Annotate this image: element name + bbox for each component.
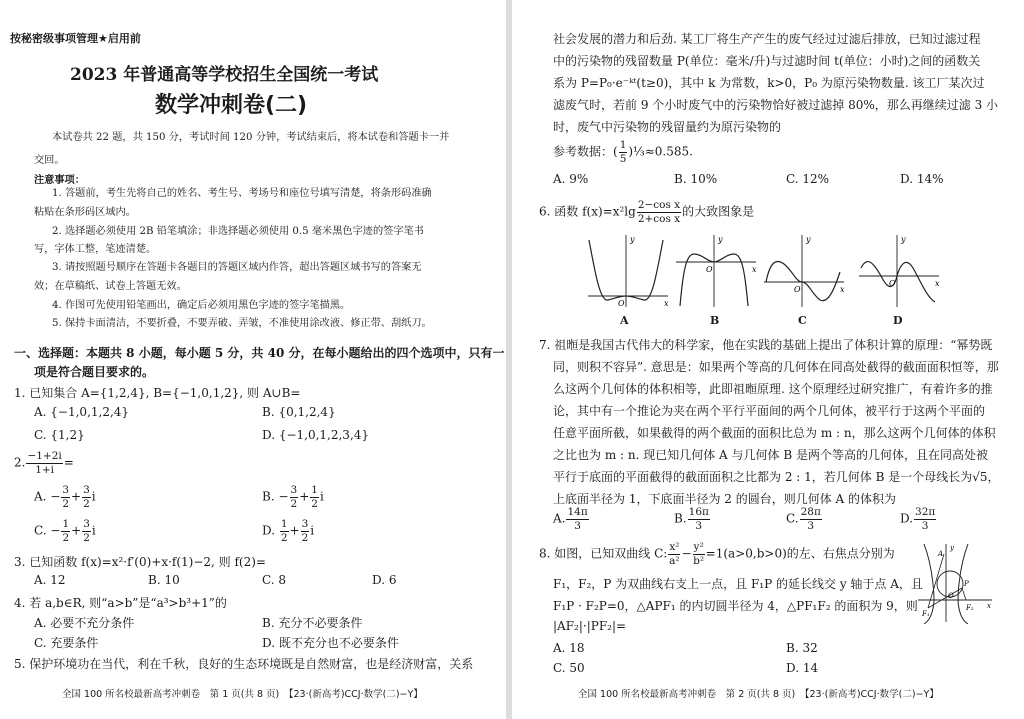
notice-line: 粘贴在条形码区域内。 <box>34 207 136 218</box>
axis-label-x: x <box>664 299 669 308</box>
q8-option-c: C. 50 <box>553 661 585 675</box>
notice-line: 2. 选择题必须使用 2B 铅笔填涂；非选择题必须使用 0.5 毫米黑色字迹的签字笔书 <box>52 226 424 237</box>
fig-label-x: x <box>987 602 991 610</box>
q4-option-c: C. 充要条件 <box>34 636 99 650</box>
axis-label-x: x <box>935 279 940 288</box>
q5-line: 时，废气中污染物的残留量约为原污染物的 <box>553 120 782 134</box>
q6-graph-a <box>586 232 671 310</box>
q6-label-b: B <box>710 314 720 327</box>
notice-line: 5. 保持卡面清洁，不要折叠，不要弄破、弄皱，不准使用涂改液、修正带、刮纸刀。 <box>52 318 432 329</box>
q7-option-b: B. $\frac{16\pi}{3}$ <box>674 506 709 532</box>
notice-line: 1. 答题前，考生先将自己的姓名、考生号、考场号和座位号填写清楚，将条形码准确 <box>52 188 432 199</box>
fig-label-f1: F₁ <box>922 610 930 618</box>
section-title-cont: 项是符合题目要求的。 <box>34 365 155 379</box>
q1-option-d: D. {−1,0,1,2,3,4} <box>262 428 370 442</box>
page-2 <box>512 0 1024 719</box>
q2-option-c: C. − $\frac{1}{2}$ + $\frac{3}{2}$ i <box>34 518 96 544</box>
q1-option-c: C. {1,2} <box>34 428 85 442</box>
q7-option-a: A. $\frac{14\pi}{3}$ <box>553 506 588 532</box>
q7-line: 之比也为 m : n. 现已知几何体 A 与几何体 B 是两个等高的几何体，且在同高处被 <box>553 448 988 462</box>
q5-line: 社会发展的潜力和后劲. 某工厂将生产产生的废气经过过滤后排放，已知过滤过程 <box>553 32 981 46</box>
q7-line: 7. 祖暅是我国古代伟大的科学家，他在实践的基础上提出了体积计算的原理：“幂势既 <box>539 338 993 352</box>
q8-line: F₁，F₂，P 为双曲线右支上一点，且 F₁P 的延长线交 y 轴于点 A，且 <box>553 577 923 591</box>
q2-option-d: D. $\frac{1}{2}$ + $\frac{3}{2}$ i <box>262 518 315 544</box>
q2-option-a: A. − $\frac{3}{2}$ + $\frac{3}{2}$ i <box>34 484 96 510</box>
fig-label-p: P <box>964 580 969 588</box>
fig-label-f2: F₂ <box>966 604 974 612</box>
q6-label-c: C <box>798 314 807 327</box>
q4-option-a: A. 必要不充分条件 <box>34 616 135 630</box>
fig-label-a: A <box>938 550 944 558</box>
axis-label-y: y <box>901 235 906 244</box>
axis-label-x: x <box>752 265 757 274</box>
notice-title: 注意事项： <box>34 174 85 186</box>
axis-label-origin: O <box>889 279 896 288</box>
intro-line-2: 交回。 <box>34 155 65 166</box>
q7-line: 上底面半径为 1，下底面半径为 2 的圆台，则几何体 A 的体积为 <box>553 492 897 506</box>
notice-line: 写，字体工整，笔迹清楚。 <box>34 244 157 255</box>
exam-title: 2023 年普通高等学校招生全国统一考试 <box>70 65 379 85</box>
q8-option-a: A. 18 <box>553 641 585 655</box>
q5-option-b: B. 10% <box>674 172 718 186</box>
q6-label-a: A <box>620 314 629 327</box>
q5-option-c: C. 12% <box>786 172 830 186</box>
q7-line: 同，则积不容异”. 意思是：如果两个等高的几何体在同高处截得的截面面积恒等，那 <box>553 360 999 374</box>
axis-label-y: y <box>630 235 635 244</box>
q6-graph-c <box>762 232 847 310</box>
q7-line: 么这两个几何体的体积相等，此即祖暅原理. 这个原理经过研究推广，有着许多的推 <box>553 382 993 396</box>
q4-stem: 4. 若 a,b∈R, 则“a>b”是“a³>b³+1”的 <box>14 596 227 610</box>
page-footer: 全国 100 所名校最新高考冲刺卷 第 2 页(共 8 页) 【23·(新高考)CCJ·数学(二)−Y】 <box>578 689 939 700</box>
q4-option-d: D. 既不充分也不必要条件 <box>262 636 399 650</box>
q5-stem-start: 5. 保护环境功在当代，利在千秋，良好的生态环境既是自然财富，也是经济财富，关系 <box>14 657 474 671</box>
q2-stem: 2. $\frac{-1+2i}{1+i}$ = <box>14 450 74 476</box>
q7-line: 平行于底面的平面截得的截面面积之比都为 2 : 1，若几何体 B 是一个母线长为√5， <box>553 470 1000 484</box>
page-footer: 全国 100 所名校最新高考冲刺卷 第 1 页(共 8 页) 【23·(新高考)CCJ·数学(二)−Y】 <box>62 689 423 700</box>
q1-option-a: A. {−1,0,1,2,4} <box>34 405 130 419</box>
q5-line: 系为 P=P₀·e⁻ᵏᵗ(t≥0)，其中 k 为常数，k>0，P₀ 为原污染物数量. 该工厂某次过 <box>553 76 985 90</box>
section-title: 一、选择题：本题共 8 小题，每小题 5 分，共 40 分，在每小题给出的四个选项中，只有一 <box>14 346 505 360</box>
q6-stem: 6. 函数 f(x)=x²lg $\frac{\text{2−cos x}}{\text{2+cos x}}$ 的大致图象是 <box>539 199 755 225</box>
notice-line: 效；在草稿纸、试卷上答题无效。 <box>34 281 187 292</box>
q7-option-d: D. $\frac{32\pi}{3}$ <box>900 506 936 532</box>
fig-label-o: O <box>948 592 954 600</box>
intro-line-1: 本试卷共 22 题，共 150 分，考试时间 120 分钟，考试结束后，将本试卷和答题卡一并 <box>52 132 450 143</box>
axis-label-y: y <box>718 235 723 244</box>
notice-line: 3. 请按照题号顺序在答题卡各题目的答题区域内作答，超出答题区域书写的答案无 <box>52 262 422 273</box>
q5-line: 滤废气时，若前 9 个小时废气中的污染物恰好被过滤掉 80%，那么再继续过滤 3 小 <box>553 98 999 112</box>
q8-option-d: D. 14 <box>786 661 819 675</box>
q3-option-a: A. 12 <box>34 573 66 587</box>
q3-option-c: C. 8 <box>262 573 287 587</box>
q5-reference-data: 参考数据：( $\frac{1}{5}$ )⅓≈0.585. <box>553 139 693 165</box>
page-1 <box>0 0 506 719</box>
fig-label-y: y <box>950 544 954 552</box>
q7-line: 论，其中有一个推论为夹在两个平行平面间的两个几何体，被平行于这两个平面的 <box>553 404 986 418</box>
q8-line: F₁P · F₂P=0，△APF₁ 的内切圆半径为 4，△PF₁F₂ 的面积为 9，则 <box>553 599 918 613</box>
q4-option-b: B. 充分不必要条件 <box>262 616 363 630</box>
axis-label-x: x <box>840 285 845 294</box>
q3-option-d: D. 6 <box>372 573 397 587</box>
exam-subtitle: 数学冲刺卷(二) <box>155 93 308 118</box>
axis-label-origin: O <box>794 285 801 294</box>
q6-label-d: D <box>893 314 903 327</box>
q5-option-d: D. 14% <box>900 172 944 186</box>
q7-line: 任意平面所截，如果截得的两个截面的面积比总为 m : n，那么这两个几何体的体积 <box>553 426 996 440</box>
axis-label-origin: O <box>618 299 625 308</box>
q5-option-a: A. 9% <box>553 172 589 186</box>
axis-label-y: y <box>806 235 811 244</box>
notice-line: 4. 作图可先使用铅笔画出，确定后必须用黑色字迹的签字笔描黑。 <box>52 300 351 311</box>
q2-fraction: $\frac{-1+2i}{1+i}$ <box>27 450 62 476</box>
q6-graph-d <box>857 232 942 310</box>
confidential-label: 按秘密级事项管理★启用前 <box>10 32 141 45</box>
q1-option-b: B. {0,1,2,4} <box>262 405 336 419</box>
q7-option-c: C. $\frac{28\pi}{3}$ <box>786 506 821 532</box>
q1-stem: 1. 已知集合 A={1,2,4}, B={−1,0,1,2}, 则 A∪B= <box>14 386 301 400</box>
q8-option-b: B. 32 <box>786 641 818 655</box>
q8-hyperbola-figure <box>914 540 994 624</box>
q8-stem: 8. 如图，已知双曲线 C: $\frac{\text{x²}}{\text{a²}}$ − $\frac{\text{y²}}{\text{b²}}$ =1(a>0,b>0)的左、右焦点分别为 <box>539 541 895 567</box>
q8-line: |AF₂|·|PF₂|= <box>553 619 627 633</box>
q3-option-b: B. 10 <box>148 573 180 587</box>
axis-label-origin: O <box>706 265 713 274</box>
q5-line: 中的污染物的残留数量 P(单位：毫米/升)与过滤时间 t(单位：小时)之间的函数关 <box>553 54 981 68</box>
q3-stem: 3. 已知函数 f(x)=x²·f′(0)+x·f(1)−2, 则 f(2)= <box>14 555 266 569</box>
q6-graph-b <box>674 232 759 310</box>
q2-option-b: B. − $\frac{3}{2}$ + $\frac{1}{2}$ i <box>262 484 324 510</box>
